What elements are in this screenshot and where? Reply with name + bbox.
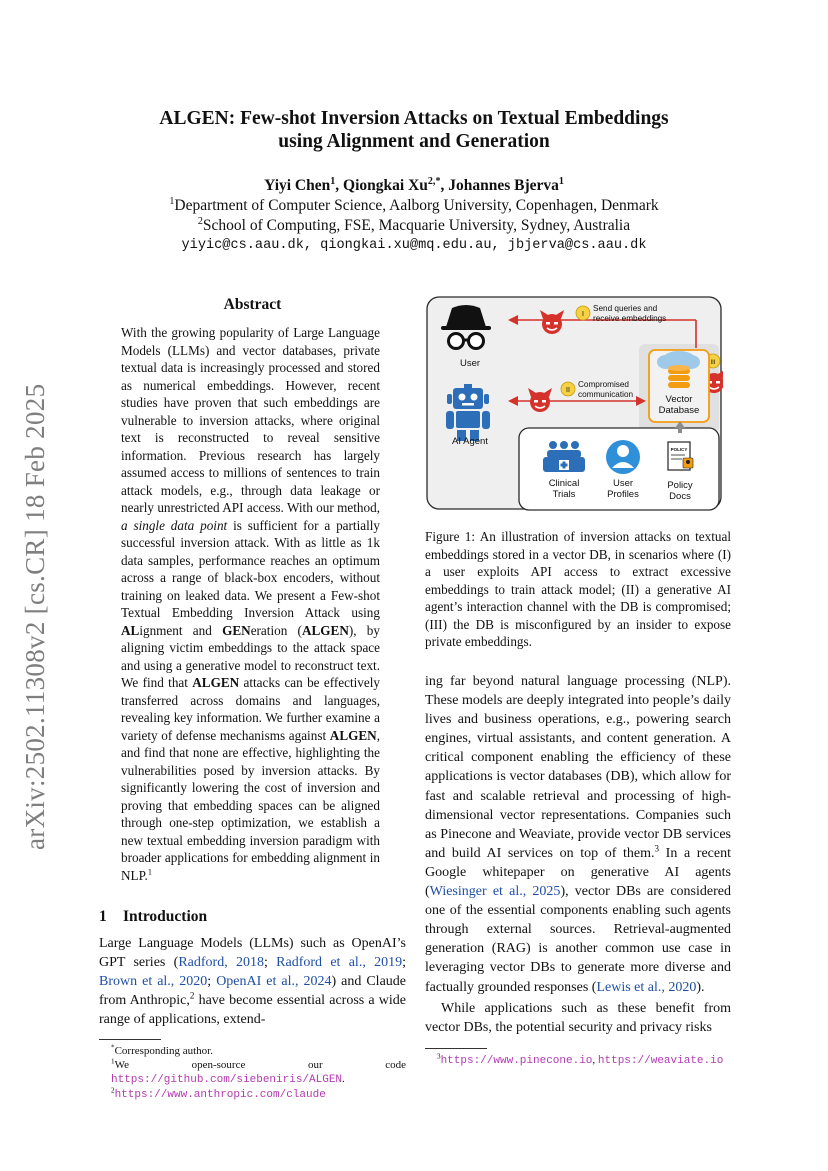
footnote-rule — [425, 1048, 487, 1049]
vector-db-label: Vector — [665, 394, 693, 405]
citation-link[interactable]: Radford et al., 2019 — [276, 955, 403, 971]
title-line-1: ALGEN: Few-shot Inversion Attacks on Textual Embeddings — [159, 108, 669, 129]
svg-text:communication: communication — [578, 390, 634, 399]
right-column-body — [425, 672, 731, 1037]
author-name: Yiyi Chen — [264, 177, 331, 194]
svg-text:Database: Database — [658, 405, 700, 416]
figure-1 — [426, 296, 723, 512]
arxiv-identifier: arXiv:2502.11308v2 [cs.CR] 18 Feb 2025 — [20, 383, 50, 850]
affiliation-1: $^1$Department of Computer Science, Aalborg University, Copenhagen, Denmark — [169, 195, 659, 214]
title-line-2: using Alignment and Generation — [278, 131, 550, 152]
svg-text:I: I — [582, 311, 584, 318]
policy-docs-label: Policy — [667, 480, 693, 491]
svg-text:receive embeddings: receive embeddings — [593, 314, 667, 323]
caption-label: Figure 1: — [425, 529, 476, 544]
github-link[interactable]: https://github.com/siebeniris/ALGEN — [111, 1074, 343, 1087]
figure-caption: Figure 1: An illustration of inversion attacks on textual embeddings stored in a vector DB, in scenarios where (I) a user exploits API access to extract excessive embeddings to train attack model; (II) a generative AI agent’s interaction channel with the DB is compromised; (III) the DB is misconfigured by an insider to expose private embeddings. — [425, 529, 731, 649]
citation-link[interactable]: Radford, 2018 — [178, 955, 264, 971]
ai-agent-label: AI Agent — [452, 436, 488, 447]
user-profile-icon — [606, 440, 640, 474]
left-column — [99, 296, 406, 1102]
footnote-corresponding: *Corresponding author. — [111, 1043, 213, 1058]
affiliation-2: $^2$School of Computing, FSE, Macquarie University, Sydney, Australia — [197, 215, 631, 234]
abstract-heading: Abstract — [223, 296, 282, 313]
svg-text:Trials: Trials — [552, 489, 576, 500]
pinecone-link[interactable]: https://www.pinecone.io — [440, 1055, 593, 1067]
user-profiles-label: User — [612, 478, 634, 489]
svg-text:II: II — [566, 387, 570, 394]
svg-text:Profiles: Profiles — [607, 489, 639, 500]
intro-continuation-paragraph: ing far beyond natural language processing (NLP). These models are deeply integrated into people’s daily lives and business operations, e.g., powering search engines, virtual assistants, and content generation. A critical component enabling the efficiency of these applications is vector databases (DB), which allow for fast and scalable retrieval and processing of high-dimensional vector representations. Companies such as Pinecone and Weaviate, provide vector DB services and build AI services on top of them.$^3$ In a recent Google whitepaper on generative AI agents (Wiesinger et al., 2025), vector DBs are considered one of the essential components enabling such agents through external sources. Retrieval-augmented generation (RAG) is another common use case in leveraging vector DBs to generate more diverse and factually grounded responses (Lewis et al., 2020). — [425, 674, 731, 995]
compromised-label: Compromised — [578, 380, 629, 389]
paper-title — [100, 107, 728, 153]
send-queries-label: Send queries and — [593, 304, 658, 313]
user-label: User — [459, 358, 481, 369]
figure-1-illustration — [426, 296, 723, 512]
right-column — [425, 296, 731, 651]
next-paragraph: While applications such as these benefit from vector DBs, the potential security and privacy risks — [425, 1000, 731, 1035]
footnote-rule — [99, 1039, 161, 1040]
citation-link[interactable]: Lewis et al., 2020 — [596, 979, 697, 995]
policy-document-icon — [668, 442, 693, 470]
svg-text:POLICY: POLICY — [670, 447, 688, 452]
footnote-2: $^2$https://www.anthropic.com/claude — [111, 1086, 326, 1102]
citation-link[interactable]: Wiesinger et al., 2025 — [429, 884, 561, 900]
citation-link[interactable]: Brown et al., 2020 — [99, 974, 208, 990]
author-block — [100, 176, 728, 256]
anthropic-link[interactable]: https://www.anthropic.com/claude — [114, 1089, 326, 1102]
footnote-1: $^1$We open-source our code https://github.com/siebeniris/ALGEN. — [111, 1057, 406, 1087]
svg-text:III: III — [710, 360, 716, 366]
clinical-trials-label: Clinical — [548, 478, 580, 489]
weaviate-link[interactable]: https://weaviate.io — [597, 1055, 724, 1067]
svg-text:Docs: Docs — [669, 491, 691, 502]
clinical-trials-icon — [543, 441, 585, 472]
footnotes-right — [425, 1048, 731, 1068]
author-emails: yiyic@cs.aau.dk, qiongkai.xu@mq.edu.au, jbjerva@cs.aau.dk — [181, 238, 647, 253]
author-mark: 1 — [558, 175, 564, 187]
footnote-ref: 1 — [147, 866, 153, 877]
footnotes-left — [99, 1044, 406, 1102]
footnote-3: $^3$https://www.pinecone.io, https://weaviate.io — [437, 1052, 724, 1067]
intro-paragraph: Large Language Models (LLMs) such as OpenAI’s GPT series (Radford, 2018; Radford et al., 2019; Brown et al., 2020; OpenAI et al., 2024) and Claude from Anthropic,$^2$ have become essential across a wide range of applications, extend- — [99, 936, 407, 1028]
author-names: Yiyi Chen$^1$, Qiongkai $Xu^{2,*}$, Johannes Bjerva$^1$ — [264, 175, 564, 194]
citation-link[interactable]: OpenAI et al., 2024 — [216, 974, 332, 990]
abstract-text: With the growing popularity of Large Language Models (LLMs) and vector databases, private textual data is increasingly processed and stored as numerical embeddings. However, recent studies have proven that such embeddings are vulnerable to inversion attacks, where original text is reconstructed to reveal sensitive information. Previous research has largely assumed access to millions of sentences to train attack models, e.g., through data leakage or nearly unrestricted API access. With our method, a single data point is sufficient for a partially successful inversion attack. With as little as 1k data samples, performance reaches an optimum across a range of black-box encoders, without training on leaked data. We present a Few-shot Textual Embedding Inversion Attack using ALignment and GENeration (ALGEN), by aligning victim embeddings to the attack space and using a generative model to reconstruct text. We find that ALGEN attacks can be effectively transferred across domains and languages, revealing key information. We further examine a variety of defense mechanisms against ALGEN, and find that none are effective, highlighting the vulnerabilities posed by inversion attacks. By significantly lowering the cost of inversion and proving that embedding spaces can be aligned through one-step optimization, we establish a new textual embedding inversion paradigm with broader applications for embedding alignment in NLP.$^1$ — [121, 325, 381, 883]
author-mark: 2,* — [427, 175, 441, 187]
author-name: Johannes Bjerva — [448, 177, 559, 194]
author-mark: 1 — [330, 175, 336, 187]
author-name: Qiongkai Xu — [343, 177, 428, 194]
section-heading-introduction: 1 Introduction — [99, 908, 208, 925]
